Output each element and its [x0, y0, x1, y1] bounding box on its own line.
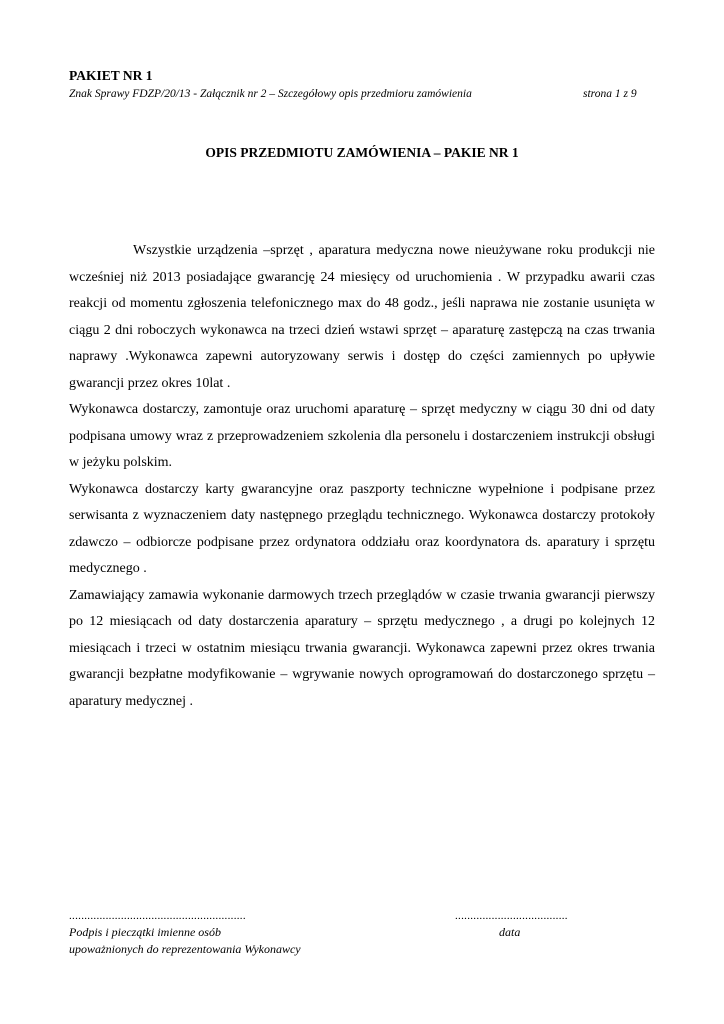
paragraph-delivery: Wykonawca dostarczy, zamontuje oraz uruchomi aparaturę – sprzęt medyczny w ciągu 30 dni od daty podpisana umowy wraz z przeprowadzeniem szkolenia dla personelu i dostarczeniem instrukcji obsługi w jeżyku polskim. [69, 402, 655, 470]
package-title: PAKIET NR 1 [69, 68, 153, 83]
document-body [69, 238, 655, 715]
page-number: strona 1 z 9 [583, 88, 637, 100]
signature-label-continued: upoważnionych do reprezentowania Wykonawcy [69, 942, 301, 956]
paragraph-warranty: Wszystkie urządzenia –sprzęt , aparatura medyczna nowe nieużywane roku produkcji nie wcześniej niż 2013 posiadające gwarancję 24 miesięcy od uruchomienia . W przypadku awarii czas reakcji od momentu zgłoszenia telefonicznego max do 48 godz., jeśli naprawa nie zostanie usunięta w ciągu 2 dni roboczych wykonawca na trzeci dzień wstawi sprzęt – aparaturę zastępczą na czas trwania naprawy .Wykonawca zapewni autoryzowany serwis i dostęp do części zamiennych po upływie gwarancji przez okres 10lat . [69, 243, 655, 391]
signature-label: Podpis i pieczątki imienne osób [69, 925, 221, 939]
date-label: data [499, 925, 521, 939]
signature-line: .......................................................... [69, 910, 246, 922]
paragraph-inspections: Zamawiający zamawia wykonanie darmowych trzech przeglądów w czasie trwania gwarancji pierwszy po 12 miesiącach od daty dostarczenia aparatury – sprzętu medycznego , a drugi po kolejnych 12 miesiącach i trzeci w ostatnim miesiącu trwania gwarancji. Wykonawca zapewni przez okres trwania gwarancji bezpłatne modyfikowanie – wgrywanie nowych oprogramowań do dostarczonego sprzętu – aparatury medycznej . [69, 587, 655, 709]
date-line: ..................................... [455, 910, 568, 922]
case-reference: Znak Sprawy FDZP/20/13 - Załącznik nr 2 – Szczegółowy opis przedmioru zamówienia [69, 88, 472, 100]
paragraph-documentation: Wykonawca dostarczy karty gwarancyjne oraz paszporty techniczne wypełnione i podpisane przez serwisanta z wyznaczeniem daty następnego przeglądu technicznego. Wykonawca dostarczy protokoły zdawczo – odbiorcze podpisane przez ordynatora oddziału oraz koordynatora ds. aparatury i sprzętu medycznego . [69, 481, 655, 576]
document-heading: OPIS PRZEDMIOTU ZAMÓWIENIA – PAKIE NR 1 [205, 145, 519, 160]
